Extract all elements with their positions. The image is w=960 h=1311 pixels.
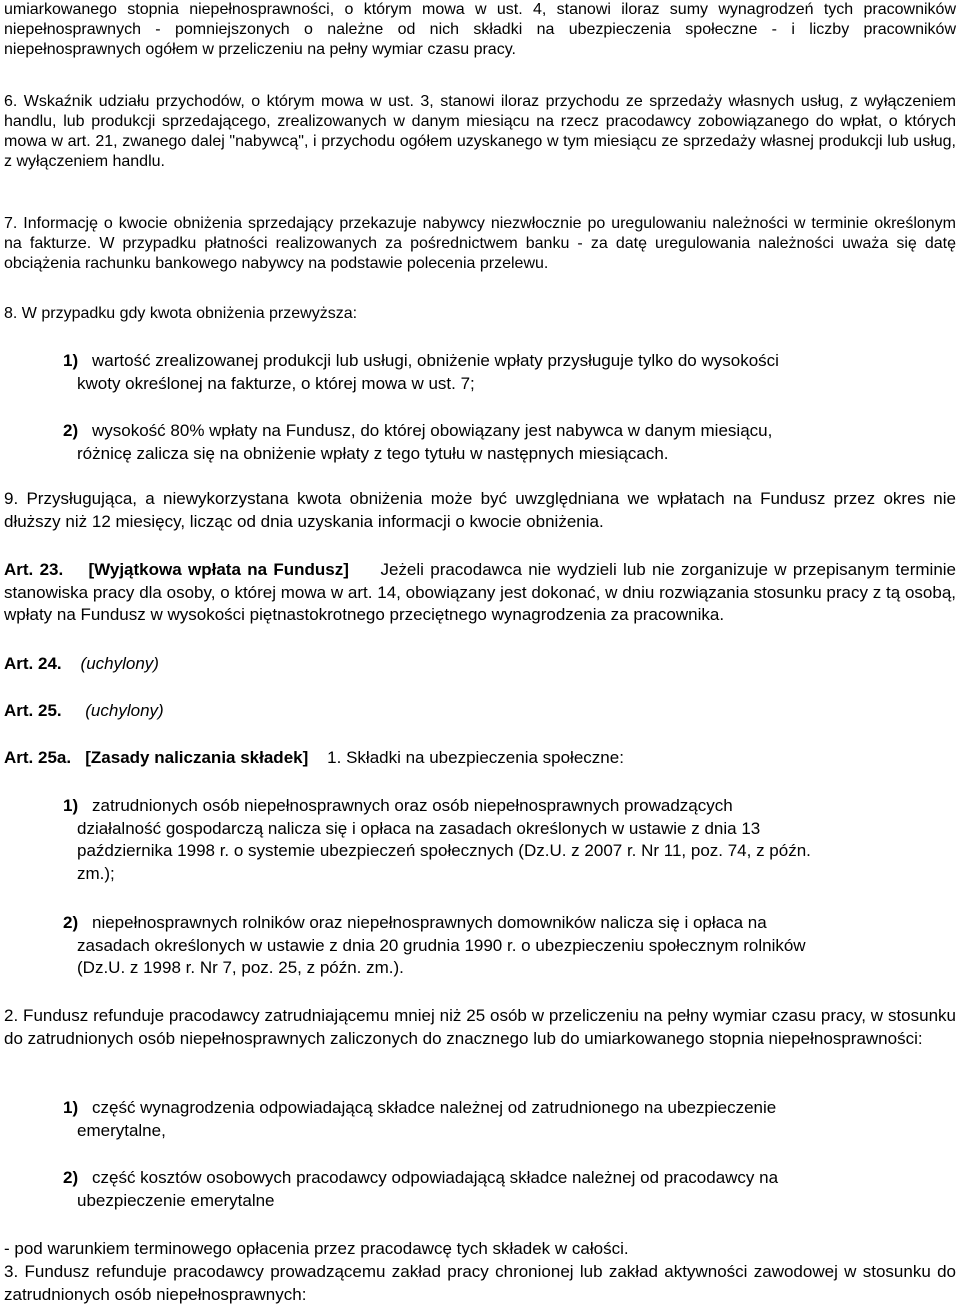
article-label: Art. 23. (4, 560, 64, 579)
list-item (63, 795, 933, 885)
list-text: część wynagrodzenia odpowiadającą składce należnej od zatrudnionego na ubezpieczenie (92, 1098, 777, 1117)
list-text: (Dz.U. z 1998 r. Nr 7, poz. 25, z późn. zm.). (77, 958, 404, 977)
list-number: 1) (63, 351, 79, 370)
article-25a (4, 747, 956, 770)
list-text: niepełnosprawnych rolników oraz niepełnosprawnych domowników nalicza się i opłaca na (92, 913, 767, 932)
article-23 (4, 559, 956, 627)
paragraph-9: 9. Przysługująca, a niewykorzystana kwota obniżenia może być uwzględniana we wpłatach na Fundusz przez okres nie dłuższy niż 12 miesięcy, licząc od dnia uzyskania informacji o kwocie obniżenia. (4, 489, 956, 531)
article-label: Art. 24. (4, 654, 62, 673)
article-text: (uchylony) (85, 701, 164, 720)
paragraph-25a-2: 2. Fundusz refunduje pracodawcy zatrudniającemu mniej niż 25 osób w przeliczeniu na pełny wymiar czasu pracy, w stosunku do zatrudnionych osób niepełnosprawnych zaliczonych do znacznego lub do umiarkowanego stopnia niepełnosprawności: (4, 1006, 956, 1048)
list-text: część kosztów osobowych pracodawcy odpowiadającą składce należnej od pracodawcy na (92, 1168, 779, 1187)
list-text: zasadach określonych w ustawie z dnia 20 grudnia 1990 r. o ubezpieczeniu społecznym rolników (77, 935, 806, 955)
list-text: kwoty określonej na fakturze, o której mowa w ust. 7; (77, 373, 475, 393)
article-title: [Wyjątkowa wpłata na Fundusz] (88, 560, 349, 579)
article-text: 1. Składki na ubezpieczenia społeczne: (327, 748, 624, 767)
list-text: zm.); (77, 863, 115, 883)
list-text: wartość zrealizowanej produkcji lub usługi, obniżenie wpłaty przysługuje tylko do wysokości (92, 351, 779, 370)
list-number: 1) (63, 1098, 79, 1117)
article-24 (4, 653, 956, 676)
article-25 (4, 700, 956, 723)
paragraph-4-continuation: umiarkowanego stopnia niepełnosprawności, o którym mowa w ust. 4, stanowi iloraz sumy wynagrodzeń tych pracowników niepełnosprawnych - pomniejszonych o należne od nich składki na ubezpieczenia społeczne - i liczby pracowników niepełnosprawnych ogółem w przeliczeniu na pełny wymiar czasu pracy. (4, 1, 956, 58)
article-text: (uchylony) (80, 654, 159, 673)
list-text: emerytalne, (77, 1120, 166, 1140)
paragraph-condition: - pod warunkiem terminowego opłacenia przez pracodawcę tych składek w całości. (4, 1239, 629, 1258)
article-label: Art. 25a. (4, 748, 72, 767)
list-item (63, 1097, 933, 1142)
paragraph-6: 6. Wskaźnik udziału przychodów, o którym mowa w ust. 3, stanowi iloraz przychodu ze sprzedaży własnych usług, z wyłączeniem handlu, lub produkcji sprzedającego, zrealizowanych w danym miesiącu na rzecz pracodawcy zobowiązanego do wpłat, o których mowa w art. 21, zwanego dalej "nabywcą", i przychodu ogółem uzyskanego w tym miesiącu ze sprzedaży własnej produkcji lub usług, z wyłączeniem handlu. (4, 93, 956, 170)
list-item (63, 420, 933, 465)
article-text: Jeżeli pracodawca nie wydzieli lub nie zorganizuje w przepisanym terminie stanowiska pracy dla osoby, o której mowa w art. 14, obowiązany jest dokonać, w dniu rozwiązania stosunku pracy z tą osobą, wpłaty na Fundusz w wysokości piętnastokrotnego przeciętnego wynagrodzenia za pracownika. (4, 560, 957, 624)
list-text: zatrudnionych osób niepełnosprawnych oraz osób niepełnosprawnych prowadzących (92, 796, 733, 815)
list-text: wysokość 80% wpłaty na Fundusz, do której obowiązany jest nabywca w danym miesiącu, (92, 421, 773, 440)
list-text: października 1998 r. o systemie ubezpieczeń społecznych (Dz.U. z 2007 r. Nr 11, poz. 74, z późn. (77, 841, 811, 860)
list-number: 2) (63, 421, 79, 440)
list-item (63, 1167, 933, 1212)
paragraph-25a-3: 3. Fundusz refunduje pracodawcy prowadzącemu zakład pracy chronionej lub zakład aktywności zawodowej w stosunku do zatrudnionych osób niepełnosprawnych: (4, 1262, 956, 1304)
article-label: Art. 25. (4, 701, 62, 720)
list-number: 1) (63, 796, 79, 815)
list-number: 2) (63, 1168, 79, 1187)
paragraph-8: 8. W przypadku gdy kwota obniżenia przewyższa: (4, 305, 358, 322)
list-text: ubezpieczenie emerytalne (77, 1190, 275, 1210)
article-title: [Zasady naliczania składek] (85, 748, 309, 767)
list-item (63, 350, 933, 395)
list-number: 2) (63, 913, 79, 932)
paragraph-7: 7. Informację o kwocie obniżenia sprzedający przekazuje nabywcy niezwłocznie po uregulowaniu należności w terminie określonym na fakturze. W przypadku płatności realizowanych za pośrednictwem banku - za datę uregulowania należności uważa się datę obciążenia rachunku bankowego nabywcy na podstawie polecenia przelewu. (4, 215, 956, 272)
list-text: różnicę zalicza się na obniżenie wpłaty z tego tytułu w następnych miesiącach. (77, 443, 669, 463)
list-text: działalność gospodarczą nalicza się i opłaca na zasadach określonych w ustawie z dnia 13 (77, 818, 761, 838)
list-item (63, 912, 933, 980)
